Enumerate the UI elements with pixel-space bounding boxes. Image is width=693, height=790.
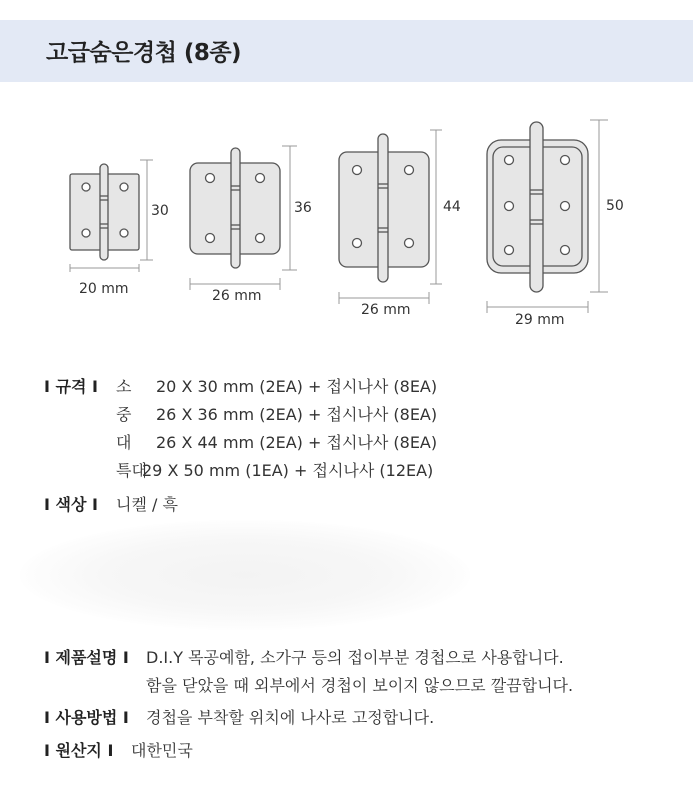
color-label: I 색상 I [44,495,98,514]
hinge-medium-width: 26 mm [212,288,262,304]
size-kind-2: 대 [116,433,132,452]
size-desc-0: 20 X 30 mm (2EA) + 접시나사 (8EA) [156,377,438,396]
page-title: 고급숨은경첩 (8종) [46,40,242,66]
size-label: I 규격 I [44,377,98,396]
origin-value: 대한민국 [131,741,193,760]
usage-label: I 사용방법 I [44,708,129,727]
hinge-small-width: 20 mm [79,281,129,297]
header-bar [0,20,693,82]
hinge-extra-large-height: 50 [606,198,624,214]
description-label: I 제품설명 I [44,648,129,667]
hinge-large-width: 26 mm [361,302,411,318]
origin-label: I 원산지 I [44,741,114,760]
size-desc-3: 29 X 50 mm (1EA) + 접시나사 (12EA) [142,461,434,480]
size-desc-2: 26 X 44 mm (2EA) + 접시나사 (8EA) [156,433,438,452]
size-desc-1: 26 X 36 mm (2EA) + 접시나사 (8EA) [156,405,438,424]
hinge-extra-large [487,122,588,292]
hinge-large-height: 44 [443,199,461,215]
description-line-1: D.I.Y 목공예함, 소가구 등의 접이부분 경첩으로 사용합니다. [146,648,564,667]
size-kind-1: 중 [116,405,132,424]
usage-value: 경첩을 부착할 위치에 나사로 고정합니다. [146,708,435,727]
hinge-extra-large-width: 29 mm [515,312,565,328]
description-line-2: 함을 닫았을 때 외부에서 경첩이 보이지 않으므로 깔끔합니다. [146,676,574,695]
size-kind-0: 소 [116,377,132,396]
size-kind-3: 특대 [116,461,147,480]
hinge-medium [190,148,280,268]
background-smudge [20,520,470,630]
hinge-diagram [0,100,693,340]
hinge-small-height: 30 [151,203,169,219]
hinge-small [70,164,139,260]
hinge-large [339,134,429,282]
color-value: 니켈 / 흑 [116,495,178,514]
hinge-medium-height: 36 [294,200,312,216]
